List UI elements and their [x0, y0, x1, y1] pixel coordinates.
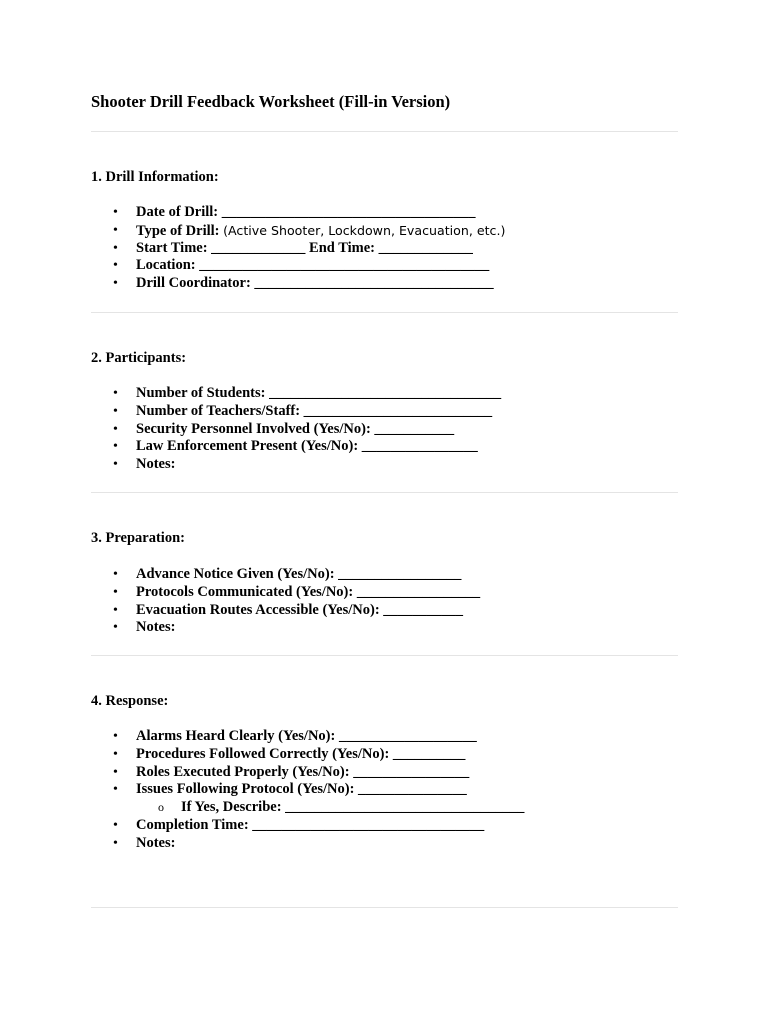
section-divider — [91, 907, 678, 908]
drill-coordinator-field: Drill Coordinator: _________________________________ — [136, 275, 494, 292]
bullet-icon: • — [113, 205, 118, 220]
security-personnel-field: Security Personnel Involved (Yes/No): ___________ — [136, 420, 455, 437]
type-of-drill-field — [136, 222, 505, 241]
response-notes-field: Notes: — [136, 834, 176, 851]
number-of-students-field: Number of Students: ________________________________ — [136, 385, 502, 401]
bullet-icon: • — [113, 240, 118, 256]
bullet-icon: • — [113, 729, 118, 744]
type-of-drill-hint: (Active Shooter, Lockdown, Evacuation, etc.) — [223, 222, 506, 238]
date-of-drill-field: Date of Drill: ___________________________________ — [136, 204, 476, 220]
completion-time-field: Completion Time: ________________________________ — [136, 816, 485, 833]
section-heading-drill-information: 1. Drill Information: — [91, 169, 219, 185]
law-enforcement-field: Law Enforcement Present (Yes/No): ________________ — [136, 438, 478, 455]
issues-following-protocol-field: Issues Following Protocol (Yes/No): _______________ — [136, 781, 467, 798]
bullet-icon: • — [113, 764, 118, 780]
bullet-icon: • — [113, 258, 118, 274]
bullet-icon: • — [113, 403, 118, 419]
participants-notes-field: Notes: — [136, 456, 176, 473]
bullet-icon: • — [113, 835, 118, 851]
section-heading-preparation: 3. Preparation: — [91, 530, 185, 546]
bullet-icon: • — [113, 817, 118, 833]
procedures-followed-field: Procedures Followed Correctly (Yes/No): __________ — [136, 745, 466, 762]
roles-executed-field: Roles Executed Properly (Yes/No): ________________ — [136, 763, 470, 780]
bullet-icon: • — [113, 782, 118, 798]
bullet-icon: • — [113, 602, 118, 618]
sub-bullet-icon: o — [158, 800, 164, 815]
section-divider — [91, 312, 678, 313]
section-divider — [91, 131, 678, 132]
protocols-communicated-field: Protocols Communicated (Yes/No): _________________ — [136, 583, 481, 600]
start-end-time-field: Start Time: _____________ End Time: _____________ — [136, 239, 473, 256]
location-field: Location: ________________________________________ — [136, 257, 490, 274]
bullet-icon: • — [113, 276, 118, 292]
preparation-notes-field: Notes: — [136, 619, 176, 636]
section-heading-participants: 2. Participants: — [91, 350, 187, 366]
bullet-icon: • — [113, 457, 118, 473]
if-yes-describe-field: If Yes, Describe: _________________________________ — [181, 799, 525, 816]
bullet-icon: • — [113, 746, 118, 762]
bullet-icon: • — [113, 421, 118, 437]
bullet-icon: • — [113, 584, 118, 600]
section-heading-response: 4. Response: — [91, 693, 169, 709]
advance-notice-field: Advance Notice Given (Yes/No): _________________ — [136, 566, 462, 582]
bullet-icon: • — [113, 222, 118, 238]
type-of-drill-label: Type of Drill: — [136, 222, 220, 239]
bullet-icon: • — [113, 439, 118, 455]
page-title: Shooter Drill Feedback Worksheet (Fill-in Version) — [91, 92, 451, 111]
section-divider — [91, 492, 678, 493]
bullet-icon: • — [113, 567, 118, 582]
section-divider — [91, 655, 678, 656]
bullet-icon: • — [113, 386, 118, 401]
bullet-icon: • — [113, 620, 118, 636]
alarms-heard-field: Alarms Heard Clearly (Yes/No): ___________________ — [136, 728, 477, 744]
evacuation-routes-field: Evacuation Routes Accessible (Yes/No): ___________ — [136, 601, 464, 618]
number-of-teachers-field: Number of Teachers/Staff: __________________________ — [136, 402, 493, 419]
